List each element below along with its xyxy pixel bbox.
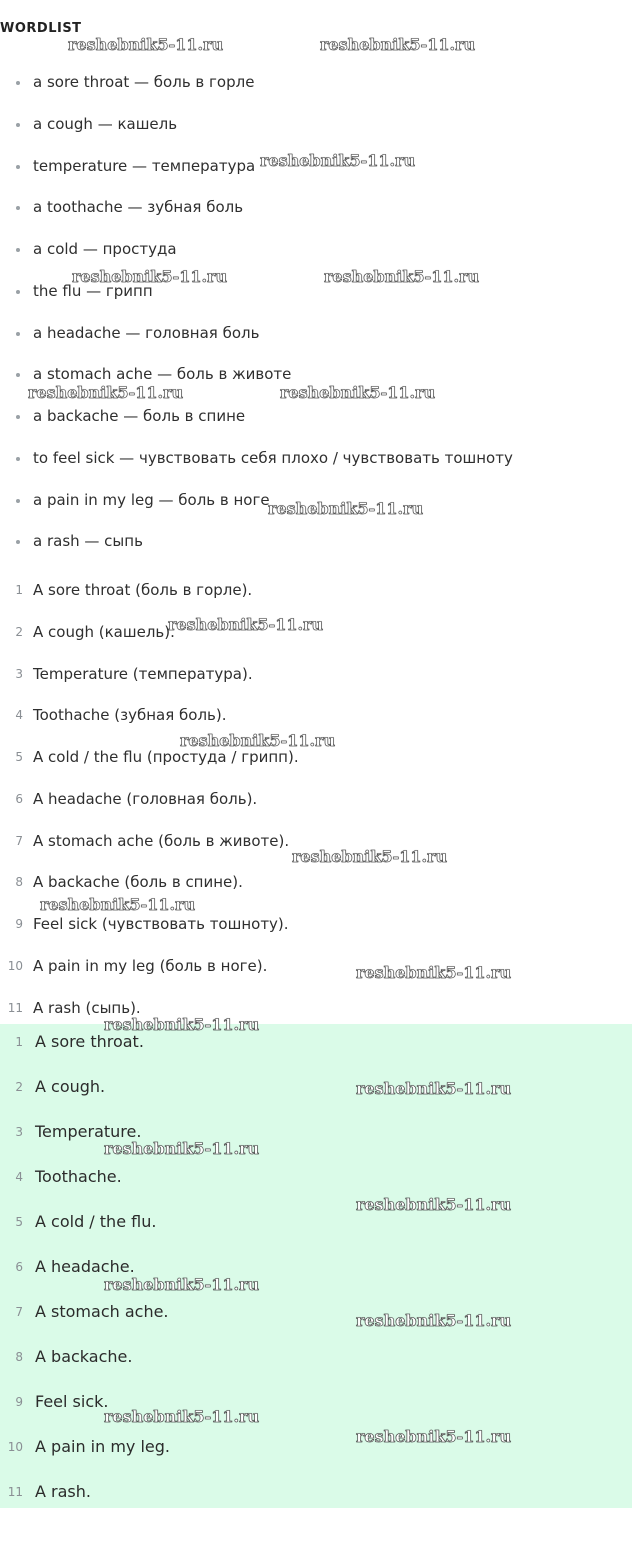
wordlist-item: temperature — температура	[0, 154, 513, 196]
answer-text: Temperature (температура).	[33, 664, 253, 683]
short-answer-number: 11	[7, 1485, 23, 1499]
answer-number: 4	[15, 708, 23, 723]
wordlist-item: the flu — грипп	[0, 279, 513, 321]
answer-text: A sore throat (боль в горле).	[33, 581, 253, 599]
answer-number: 3	[15, 666, 23, 681]
answer-number: 2	[15, 624, 23, 639]
wordlist-item: a sore throat — боль в горле	[0, 70, 513, 112]
watermark: reshebnik5-11.ru	[324, 267, 480, 286]
short-answer-number: 6	[15, 1260, 23, 1274]
short-answer-text: Feel sick.	[35, 1392, 109, 1411]
watermark: reshebnik5-11.ru	[356, 963, 512, 982]
short-answer-item	[0, 1030, 170, 1075]
wordlist	[0, 70, 513, 571]
answer-text: A stomach ache (боль в животе).	[33, 831, 290, 850]
watermark: reshebnik5-11.ru	[168, 615, 324, 634]
short-answer-number: 5	[15, 1215, 23, 1229]
wordlist-item: a backache — боль в спине	[0, 404, 513, 446]
short-answer-number: 4	[15, 1170, 23, 1184]
watermark: reshebnik5-11.ru	[40, 895, 196, 914]
short-answers-box	[0, 1024, 632, 1508]
short-answer-text: A stomach ache.	[35, 1302, 169, 1321]
short-answers-list	[0, 1030, 170, 1525]
answer-text: A pain in my leg (боль в ноге).	[33, 956, 268, 975]
short-answer-text: A pain in my leg.	[35, 1437, 171, 1456]
answer-item	[0, 912, 299, 954]
short-answer-item	[0, 1165, 170, 1210]
answer-item	[0, 870, 299, 912]
short-answer-text: A backache.	[35, 1347, 133, 1366]
watermark: reshebnik5-11.ru	[292, 847, 448, 866]
short-answer-number: 1	[15, 1035, 23, 1049]
answer-number: 8	[15, 875, 23, 890]
wordlist-item: a cold — простуда	[0, 237, 513, 279]
answer-item	[0, 829, 299, 871]
answer-item	[0, 954, 299, 996]
short-answer-text: A headache.	[35, 1257, 135, 1276]
answer-text: A headache (головная боль).	[33, 789, 258, 808]
short-answer-item	[0, 1300, 170, 1345]
wordlist-item: a toothache — зубная боль	[0, 195, 513, 237]
answer-text: Feel sick (чувствовать тошноту).	[33, 915, 289, 933]
answer-number: 9	[15, 917, 23, 931]
short-answer-number: 7	[15, 1305, 23, 1319]
short-answer-item	[0, 1435, 170, 1480]
short-answer-number: 2	[15, 1080, 23, 1094]
watermark: reshebnik5-11.ru	[356, 1427, 512, 1446]
wordlist-heading: WORDLIST	[0, 22, 82, 36]
answer-number: 11	[7, 1000, 23, 1015]
watermark: reshebnik5-11.ru	[104, 1275, 260, 1294]
answer-item	[0, 620, 299, 662]
wordlist-item: a stomach ache — боль в животе	[0, 362, 513, 404]
answer-item	[0, 662, 299, 704]
short-answer-item	[0, 1390, 170, 1435]
watermark: reshebnik5-11.ru	[268, 499, 424, 518]
answer-text: Toothache (зубная боль).	[33, 706, 227, 725]
answer-number: 1	[15, 583, 23, 597]
watermark: reshebnik5-11.ru	[28, 383, 184, 402]
answer-text: A rash (сыпь).	[33, 998, 141, 1017]
answer-number: 5	[15, 750, 23, 764]
watermark: reshebnik5-11.ru	[356, 1311, 512, 1330]
watermark: reshebnik5-11.ru	[104, 1139, 260, 1158]
wordlist-item: a cough — кашель	[0, 112, 513, 154]
short-answer-item	[0, 1345, 170, 1390]
watermark: reshebnik5-11.ru	[280, 383, 436, 402]
answers-list	[0, 578, 299, 1037]
answer-text: A cough (кашель).	[33, 622, 175, 641]
watermark: reshebnik5-11.ru	[72, 267, 228, 286]
short-answer-text: A cold / the flu.	[35, 1212, 157, 1231]
answer-item	[0, 745, 299, 787]
answer-text: A cold / the flu (простуда / грипп).	[33, 748, 299, 766]
short-answer-item	[0, 1255, 170, 1300]
answer-number: 10	[7, 958, 23, 973]
answer-number: 6	[15, 791, 23, 806]
wordlist-item: a headache — головная боль	[0, 321, 513, 363]
watermark: reshebnik5-11.ru	[180, 731, 336, 750]
answer-text: A backache (боль в спине).	[33, 873, 243, 892]
short-answer-number: 8	[15, 1350, 23, 1364]
watermark: reshebnik5-11.ru	[320, 35, 476, 54]
short-answer-item	[0, 1480, 170, 1525]
answer-item	[0, 578, 299, 620]
watermark: reshebnik5-11.ru	[68, 35, 224, 54]
answer-item	[0, 703, 299, 745]
short-answer-number: 10	[7, 1440, 23, 1454]
short-answer-text: Toothache.	[35, 1167, 122, 1186]
answer-item	[0, 787, 299, 829]
wordlist-item: to feel sick — чувствовать себя плохо / чувствовать тошноту	[0, 446, 513, 488]
short-answer-number: 3	[15, 1125, 23, 1139]
short-answer-item	[0, 1210, 170, 1255]
watermark: reshebnik5-11.ru	[104, 1407, 260, 1426]
answer-number: 7	[15, 833, 23, 848]
short-answer-text: A sore throat.	[35, 1032, 144, 1051]
watermark: reshebnik5-11.ru	[356, 1079, 512, 1098]
short-answer-item	[0, 1120, 170, 1165]
watermark: reshebnik5-11.ru	[104, 1015, 260, 1034]
wordlist-item: a rash — сыпь	[0, 529, 513, 571]
short-answer-text: A rash.	[35, 1482, 91, 1501]
watermark: reshebnik5-11.ru	[260, 151, 416, 170]
watermark: reshebnik5-11.ru	[356, 1195, 512, 1214]
short-answer-text: A cough.	[35, 1077, 106, 1096]
short-answer-item	[0, 1075, 170, 1120]
wordlist-item: a pain in my leg — боль в ноге	[0, 488, 513, 530]
short-answer-number: 9	[15, 1395, 23, 1409]
short-answer-text: Temperature.	[35, 1122, 142, 1141]
